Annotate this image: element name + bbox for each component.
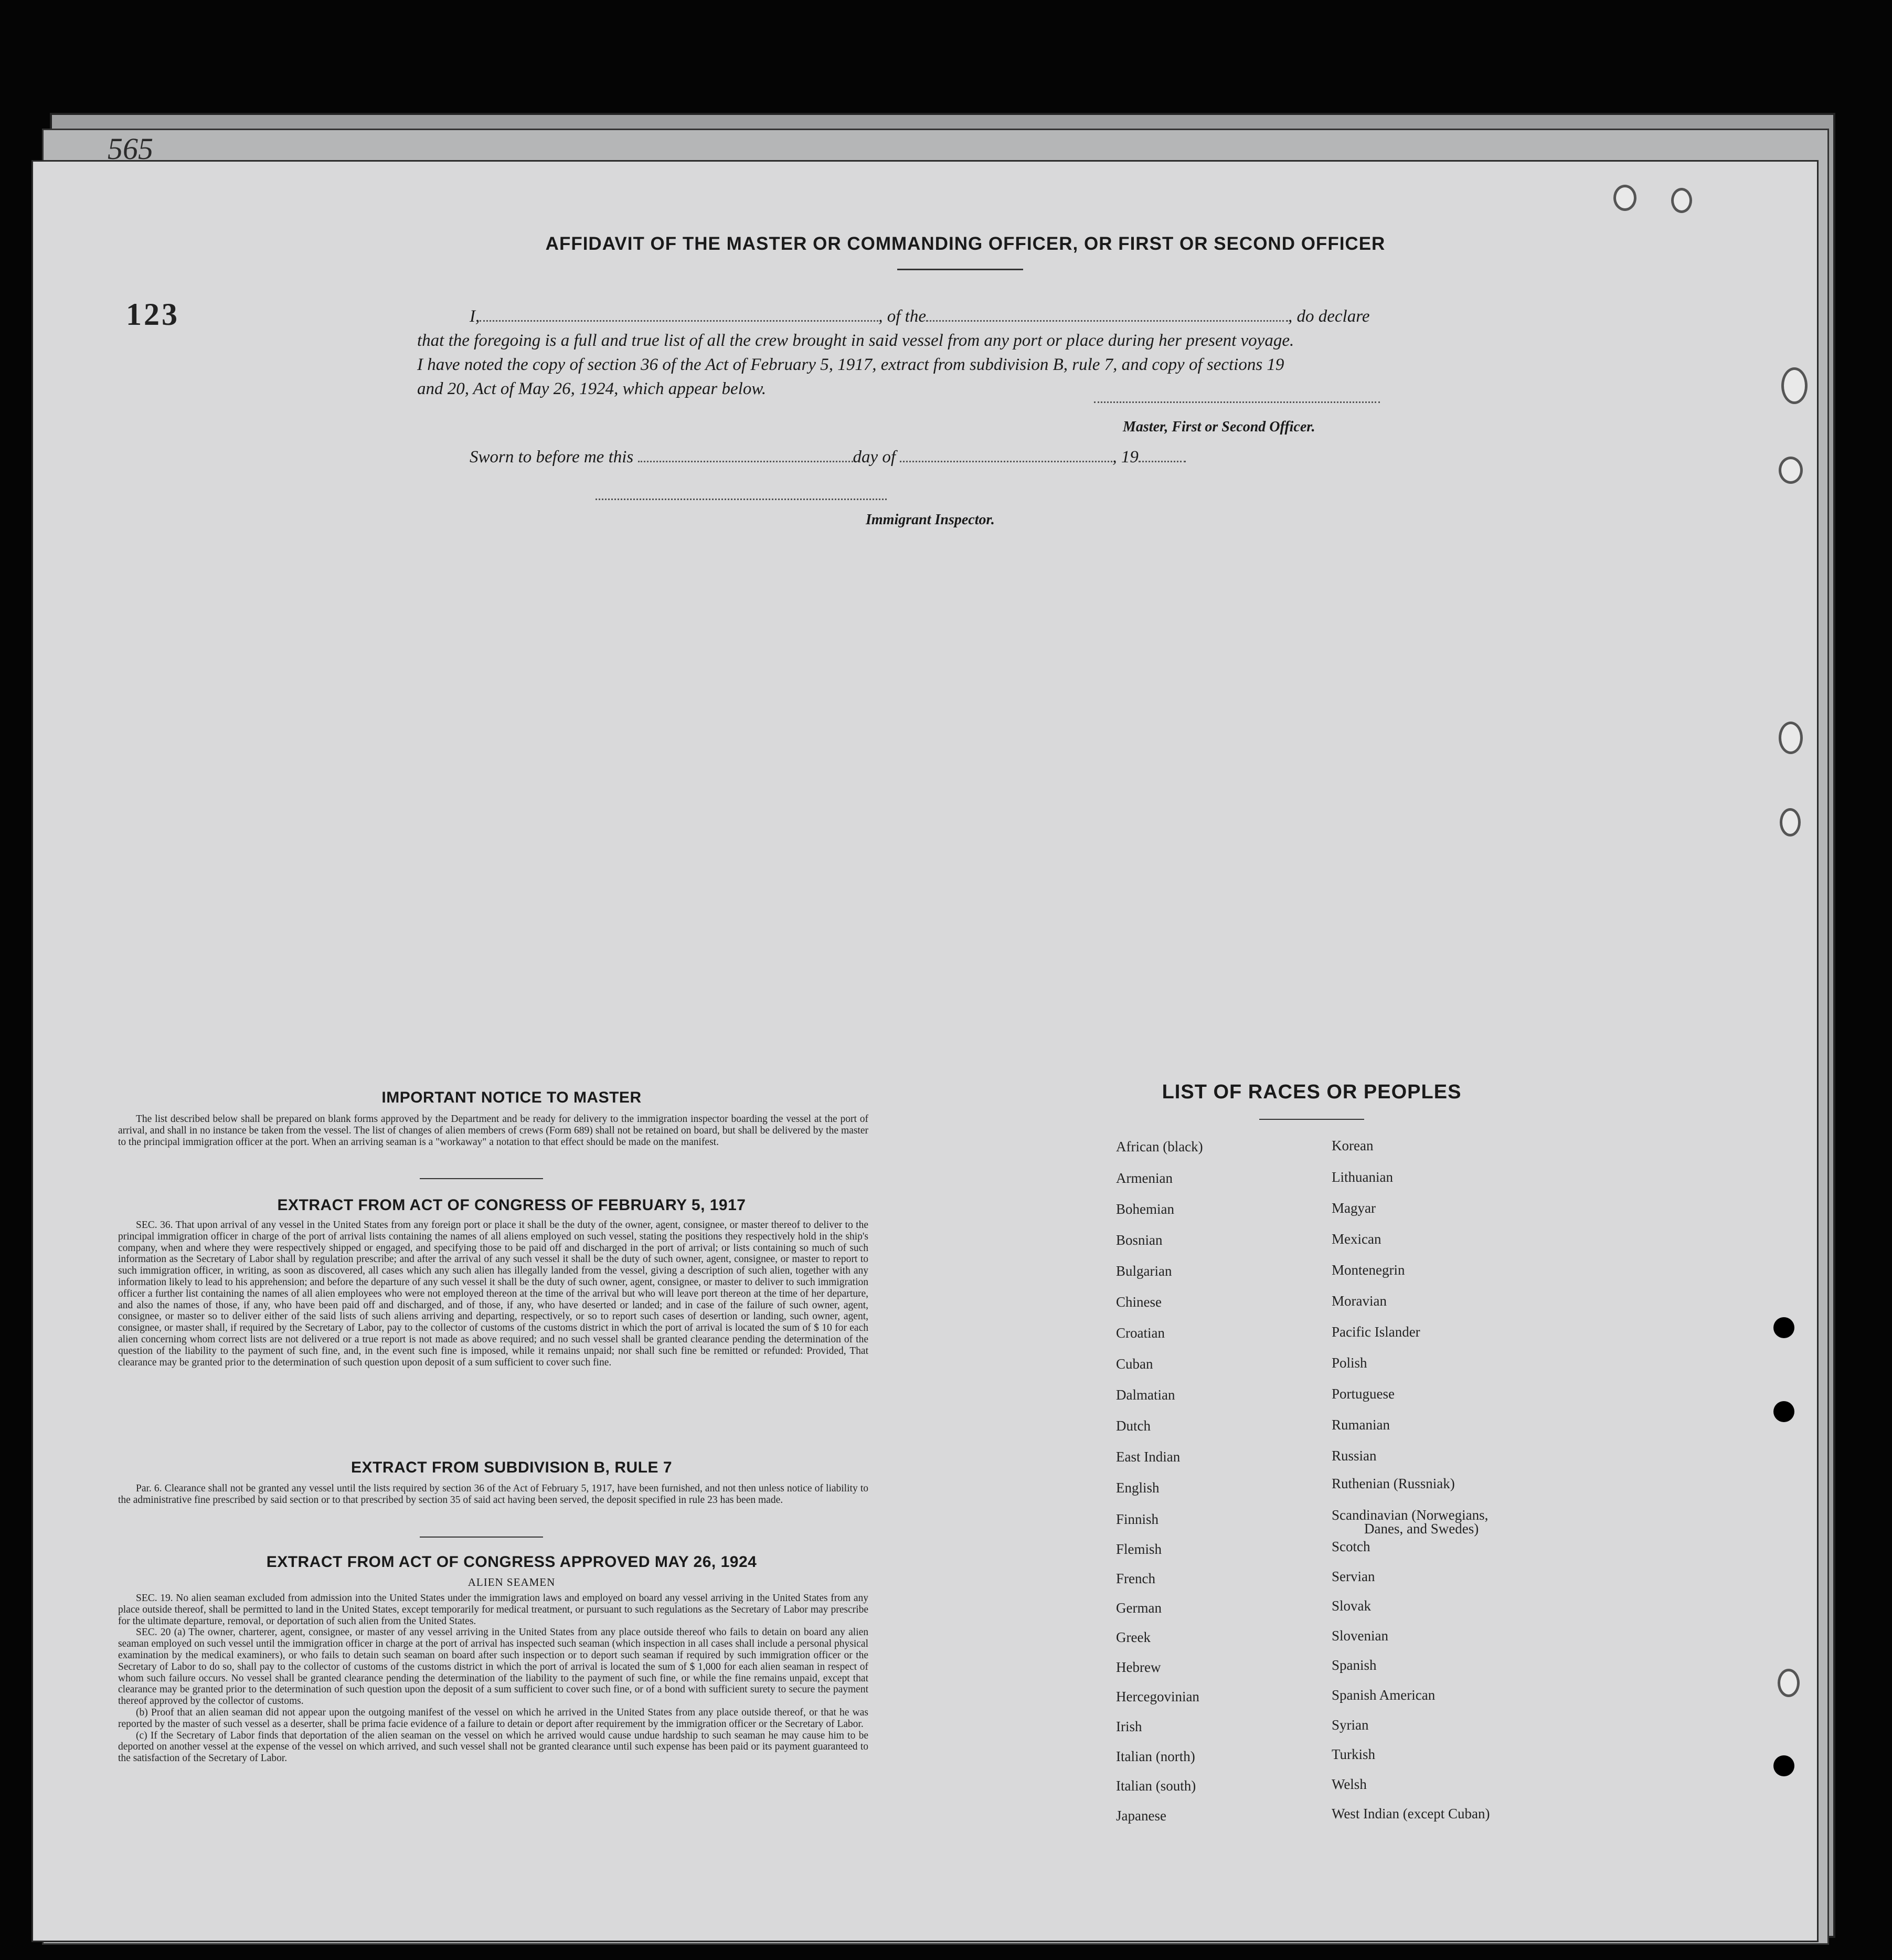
- punch-hole: [1780, 808, 1801, 836]
- declaration-line-2: that the foregoing is a full and true list of all the crew brought in said vessel from any port or place during her present voyage.: [417, 331, 1294, 350]
- race-item: East Indian: [1116, 1449, 1181, 1465]
- declaration-of-the: , of the: [878, 307, 926, 326]
- race-item: Japanese: [1116, 1808, 1166, 1824]
- race-item: Montenegrin: [1332, 1262, 1405, 1278]
- vessel-blank: [926, 305, 1288, 322]
- extract-1924-title: EXTRACT FROM ACT OF CONGRESS APPROVED MAY 26, 1924: [266, 1553, 757, 1571]
- race-item: Chinese: [1116, 1294, 1162, 1310]
- title-rule: [897, 269, 1023, 270]
- race-item: Italian (north): [1116, 1749, 1195, 1764]
- rule7-body: Par. 6. Clearance shall not be granted any vessel until the lists required by section 36 of the Act of February 5, 1917, have been furnished, and not then unless notice of liability to the administrative fine prescribed by said section or to that prescribed by section 35 of said act having been served, the deposit specified in rule 23 has been made.: [118, 1483, 868, 1506]
- race-item: Portuguese: [1332, 1386, 1395, 1402]
- declaration-i: I,: [470, 307, 480, 326]
- race-item: Lithuanian: [1332, 1169, 1393, 1185]
- race-item: Bulgarian: [1116, 1263, 1172, 1279]
- race-item: Russian: [1332, 1448, 1377, 1464]
- declaration-line-4: and 20, Act of May 26, 1924, which appear below.: [417, 379, 767, 398]
- stamped-number: 123: [126, 297, 179, 332]
- race-item: Turkish: [1332, 1746, 1376, 1762]
- race-item: Magyar: [1332, 1200, 1376, 1216]
- punch-hole: [1779, 722, 1803, 754]
- race-item: Italian (south): [1116, 1778, 1196, 1794]
- race-item: Dalmatian: [1116, 1387, 1175, 1403]
- declaration-line-3: I have noted the copy of section 36 of the Act of February 5, 1917, extract from subdivision B, rule 7, and copy of sections 19: [417, 355, 1284, 374]
- sworn-day-of: day of: [853, 448, 896, 467]
- race-item: Scandinavian (Norwegians,: [1332, 1507, 1489, 1523]
- signature-label: Master, First or Second Officer.: [1123, 419, 1315, 435]
- race-item: Hercegovinian: [1116, 1689, 1199, 1704]
- race-item: Slovenian: [1332, 1628, 1388, 1644]
- handwritten-number: 565: [108, 132, 153, 166]
- sec20c-text: (c) If the Secretary of Labor finds that deportation of the alien seaman on the vessel on which he arrived would cause undue hardship to such seaman he may cause him to be deported on another vessel at the expense of the vessel on which arrived, and such vessel shall not be granted clearance until such expense has been paid or its payment guaranteed to the satisfaction of the Secretary of Labor.: [118, 1730, 868, 1764]
- race-item: Bohemian: [1116, 1201, 1174, 1217]
- signature-line: [1094, 401, 1380, 403]
- inspector-label: Immigrant Inspector.: [866, 512, 995, 528]
- race-item: Spanish American: [1332, 1687, 1436, 1703]
- extract-1917-title: EXTRACT FROM ACT OF CONGRESS OF FEBRUARY 5, 1917: [277, 1196, 746, 1214]
- race-item: Flemish: [1116, 1541, 1162, 1557]
- binder-hole: [1773, 1401, 1794, 1422]
- race-item: Hebrew: [1116, 1659, 1161, 1675]
- notice-title: IMPORTANT NOTICE TO MASTER: [381, 1089, 642, 1106]
- sec19-text: SEC. 19. No alien seaman excluded from admission into the United States under the immigration laws and employed on board any vessel arriving in the United States from any place outside thereof, shall be permitted to land in the United States, except temporarily for medical treatment, or pursuant to such regulations as the Secretary of Labor may prescribe for the ultimate departure, removal, or deportation of such alien from the United States.: [118, 1593, 868, 1627]
- race-item: African (black): [1116, 1139, 1203, 1154]
- race-item: Polish: [1332, 1355, 1367, 1371]
- race-item: Cuban: [1116, 1356, 1153, 1372]
- affidavit-title: AFFIDAVIT OF THE MASTER OR COMMANDING OFFICER, OR FIRST OR SECOND OFFICER: [545, 234, 1386, 254]
- race-item: Greek: [1116, 1629, 1151, 1645]
- race-item: Welsh: [1332, 1776, 1367, 1792]
- race-item: Syrian: [1332, 1717, 1369, 1733]
- extract-1924-subtitle: ALIEN SEAMEN: [467, 1576, 556, 1588]
- race-item: Irish: [1116, 1719, 1142, 1734]
- section-divider: [420, 1537, 543, 1538]
- punch-hole: [1671, 188, 1692, 213]
- declaration-line-1: [417, 304, 1419, 329]
- races-title-rule: [1259, 1119, 1364, 1120]
- affidavit-declaration: [417, 304, 1419, 401]
- races-title: LIST OF RACES OR PEOPLES: [1162, 1081, 1462, 1103]
- punch-hole: [1781, 367, 1808, 404]
- extract-1917-body: SEC. 36. That upon arrival of any vessel in the United States from any foreign port or place it shall be the duty of the owner, agent, consignee, or master thereof to deliver to the principal immigration officer in charge of the port of arrival lists containing the names of all aliens employed on such vessel, stating the positions they respectively hold in the ship's company, when and where they were respectively shipped or engaged, and specifying those to be paid off and discharged in the port of arrival; or lists containing so much of such information as the Secretary of Labor shall by regulation prescribe; and after the arrival of any such vessel it shall be the duty of such owner, agent, consignee, or master to report to such immigration officer, in writing, as soon as discovered, all cases which any such alien has illegally landed from the vessel, giving a description of such alien, together with any information likely to lead to his apprehension; and before the departure of any such vessel it shall be the duty of such owner, agent, consignee, or master to deliver to such immigration officer a further list containing the names of all alien employees who were not employed thereon at the time of the arrival but who will leave port thereon at the time of her departure, and also the names of those, if any, who have been paid off and discharged, and of those, if any, who have deserted or landed; and in case of the failure of such owner, agent, consignee, or master so to deliver either of the said lists of such aliens arriving and departing, respectively, or so to report such cases of desertion or landing, such owner, agent, consignee, or master shall, if required by the Secretary of Labor, pay to the collector of customs of the customs district in which the port of arrival is located the sum of $ 10 for each alien concerning whom correct lists are not delivered or a true report is not made as above required; and no such vessel shall be granted clearance pending the determination of the question of the liability to the payment of such fine, and, in the event such fine is imposed, while it remains unpaid; nor shall such fine be remitted or refunded: Provided, That clearance may be granted prior to the determination of such question upon deposit of a sum sufficient to cover such fine.: [118, 1220, 868, 1368]
- race-item: Armenian: [1116, 1170, 1173, 1186]
- race-item: German: [1116, 1600, 1162, 1616]
- punch-hole: [1779, 457, 1803, 484]
- section-divider: [420, 1178, 543, 1179]
- sworn-prefix: Sworn to before me this: [470, 448, 634, 467]
- inspector-signature-line: [596, 499, 887, 500]
- sworn-year: , 19: [1112, 448, 1139, 467]
- declaration-do-declare: , do declare: [1288, 307, 1370, 326]
- race-item: Moravian: [1332, 1293, 1387, 1309]
- race-item: Rumanian: [1332, 1417, 1390, 1433]
- race-item: Ruthenian (Russniak): [1332, 1476, 1455, 1491]
- sworn-line: [470, 446, 1186, 467]
- binder-hole: [1773, 1755, 1794, 1776]
- race-item: Scotch: [1332, 1539, 1370, 1554]
- race-item: Slovak: [1332, 1598, 1372, 1614]
- rule7-title: EXTRACT FROM SUBDIVISION B, RULE 7: [350, 1459, 673, 1476]
- race-item: Mexican: [1332, 1231, 1381, 1247]
- sec20a-text: SEC. 20 (a) The owner, charterer, agent, consignee, or master of any vessel arriving in the United States from any place outside thereof who fails to detain on board any alien seaman employed on such vessel until the immigration officer in charge at the port of arrival has inspected such seaman (which inspection in all cases shall include a personal physical examination by the medical examiners), or who fails to detain such seaman on board after such inspection or to deport such seaman if required by such immigration officer or the Secretary of Labor to do so, shall pay to the collector of customs of the customs district in which the port of arrival is located the sum of $ 1,000 for each alien seaman in respect of whom such failure occurs. No vessel shall be granted clearance pending the determination of the liability to the payment of such fine, or while the fine remains unpaid, except that clearance may be granted prior to the determination of such question upon the deposit of a sum sufficient to cover such fine, or of a bond with sufficient surety to secure the payment thereof approved by the collector of customs.: [118, 1627, 868, 1707]
- race-item: French: [1116, 1571, 1155, 1586]
- punch-hole: [1778, 1669, 1800, 1697]
- race-item: Danes, and Swedes): [1364, 1521, 1479, 1537]
- month-blank: [900, 446, 1112, 462]
- race-item: English: [1116, 1480, 1160, 1496]
- race-item: Croatian: [1116, 1325, 1165, 1341]
- name-blank: [480, 305, 878, 322]
- race-item: Finnish: [1116, 1511, 1159, 1527]
- notice-body: The list described below shall be prepared on blank forms approved by the Department and be ready for delivery to the immigration inspector boarding the vessel at the port of arrival, and shall in no instance be taken from the vessel. The list of changes of alien members of crews (Form 689) shall not be retained on board, but shall be delivered by the master to the principal immigration officer at the port. When an arriving seaman is a "workaway" a notation to that effect should be made on the manifest.: [118, 1114, 868, 1148]
- extract-1924-body: [118, 1593, 868, 1764]
- race-item: West Indian (except Cuban): [1332, 1806, 1490, 1821]
- year-blank: [1139, 446, 1186, 462]
- race-item: Pacific Islander: [1332, 1324, 1420, 1340]
- race-item: Korean: [1332, 1138, 1374, 1153]
- race-item: Dutch: [1116, 1418, 1151, 1434]
- punch-hole: [1613, 185, 1636, 211]
- race-item: Servian: [1332, 1569, 1375, 1584]
- race-item: Spanish: [1332, 1657, 1377, 1673]
- day-blank: [638, 446, 853, 462]
- binder-hole: [1773, 1317, 1794, 1338]
- race-item: Bosnian: [1116, 1232, 1163, 1248]
- sec20b-text: (b) Proof that an alien seaman did not appear upon the outgoing manifest of the vessel on which he arrived in the United States from any place outside thereof, or that he was reported by the master of such vessel as a deserter, shall be prima facie evidence of a failure to detain or deport after requirement by the immigration officer or the Secretary of Labor.: [118, 1707, 868, 1730]
